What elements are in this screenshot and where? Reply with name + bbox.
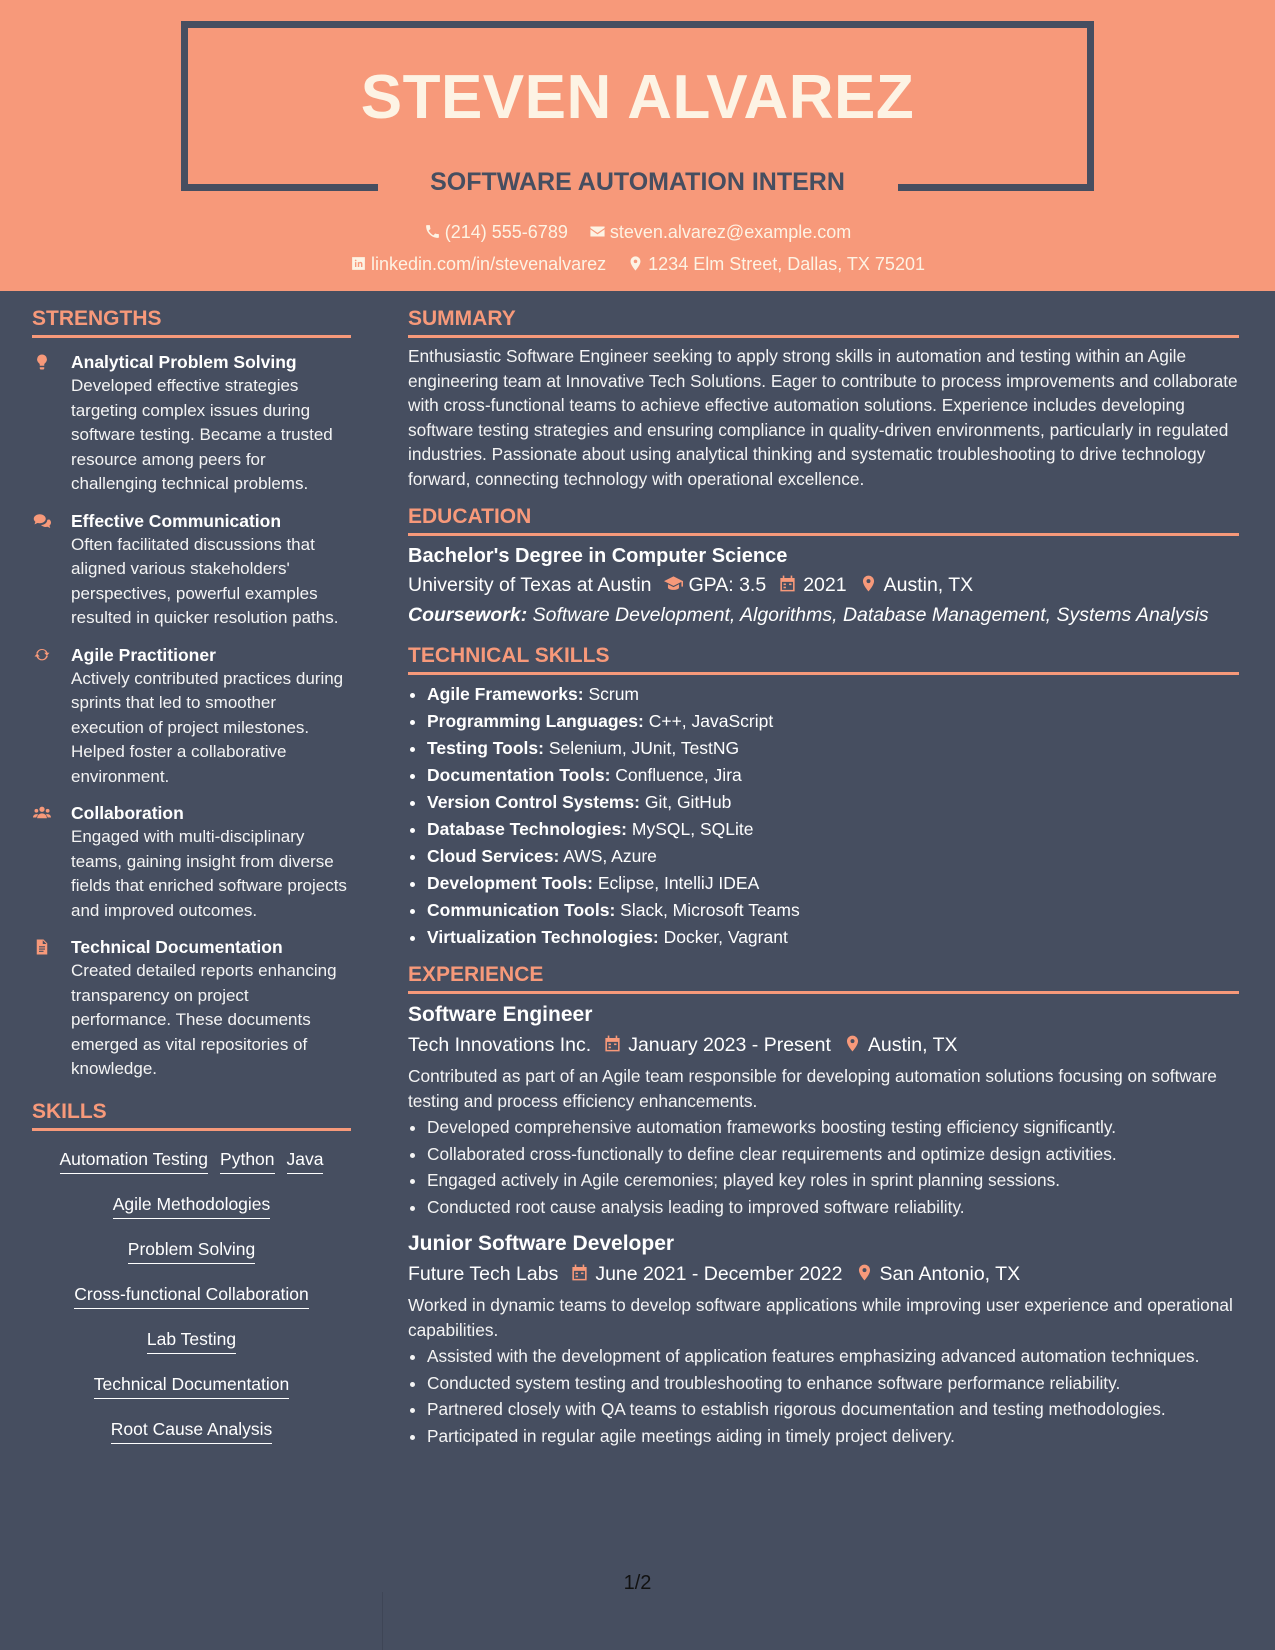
job-location: San Antonio, TX <box>879 1263 1021 1285</box>
company: Tech Innovations Inc. <box>408 1034 592 1056</box>
calendar-icon <box>778 574 797 593</box>
experience-title: EXPERIENCE <box>408 963 1239 994</box>
linkedin-contact[interactable] <box>350 254 606 275</box>
grad-year: 2021 <box>803 574 847 596</box>
calendar-icon <box>570 1263 589 1282</box>
users-icon <box>32 804 52 822</box>
location-pin-icon <box>627 255 644 272</box>
document-icon <box>32 938 52 956</box>
technical-skills-list <box>408 681 1239 951</box>
strength-item <box>32 643 351 790</box>
list-item: • Partnered closely with QA teams to establish rigorous documentation and testing methodologies. <box>427 1397 1239 1422</box>
school: University of Texas at Austin <box>408 574 652 596</box>
list-item: • Virtualization Technologies: Docker, Vagrant <box>427 924 1239 951</box>
list-item: • Documentation Tools: Confluence, Jira <box>427 762 1239 789</box>
linkedin-text: linkedin.com/in/stevenalvarez <box>371 253 607 274</box>
job-dates: January 2023 - Present <box>628 1034 831 1056</box>
list-item: • Agile Frameworks: Scrum <box>427 681 1239 708</box>
strength-title: Agile Practitioner <box>71 644 216 665</box>
contact-row-1 <box>0 221 1275 243</box>
job-meta <box>408 1030 1239 1060</box>
strength-item <box>32 801 351 923</box>
linkedin-icon <box>350 255 367 272</box>
list-item: • Collaborated cross-functionally to define clear requirements and optimize design activities. <box>427 1142 1239 1167</box>
skills-title: SKILLS <box>32 1100 351 1131</box>
list-item: • Developed comprehensive automation frameworks boosting testing efficiency significantly. <box>427 1115 1239 1140</box>
list-item: • Participated in regular agile meetings aiding in timely project delivery. <box>427 1424 1239 1449</box>
list-item: • Conducted system testing and troubleshooting to enhance software performance reliability. <box>427 1371 1239 1396</box>
strength-desc: Created detailed reports enhancing transparency on project performance. These documents emerged as vital repositories of knowledge. <box>71 961 337 1078</box>
list-item: • Engaged actively in Agile ceremonies; played key roles in sprint planning sessions. <box>427 1168 1239 1193</box>
list-item: • Database Technologies: MySQL, SQLite <box>427 816 1239 843</box>
email-contact[interactable] <box>589 222 851 243</box>
contact-row-2 <box>0 253 1275 275</box>
skill-tag: Java <box>287 1147 324 1174</box>
comments-icon <box>32 512 52 530</box>
strength-title: Technical Documentation <box>71 937 283 957</box>
skill-tag: Python <box>220 1147 274 1174</box>
phone-icon <box>424 223 441 240</box>
strength-item <box>32 509 351 631</box>
location-pin-icon <box>855 1263 874 1282</box>
strengths-title: STRENGTHS <box>32 307 351 338</box>
list-item: • Communication Tools: Slack, Microsoft Teams <box>427 897 1239 924</box>
calendar-icon <box>603 1034 622 1053</box>
list-item: • Development Tools: Eclipse, IntelliJ IDEA <box>427 870 1239 897</box>
education-title: EDUCATION <box>408 505 1239 536</box>
email-text: steven.alvarez@example.com <box>609 221 852 242</box>
strength-title: Analytical Problem Solving <box>71 352 297 372</box>
job-meta <box>408 1259 1239 1289</box>
education-meta <box>408 570 1239 600</box>
strength-desc: Developed effective strategies targeting complex issues during software testing. Became a trusted resource among peers for challenging technical problems. <box>71 376 333 493</box>
strength-item <box>32 935 351 1082</box>
list-item: • Cloud Services: AWS, Azure <box>427 843 1239 870</box>
strength-title: Effective Communication <box>71 510 282 531</box>
degree: Bachelor's Degree in Computer Science <box>408 545 788 567</box>
summary-title: SUMMARY <box>408 307 1239 338</box>
job-bullets <box>408 1115 1239 1219</box>
location-pin-icon <box>843 1034 862 1053</box>
list-item: • Testing Tools: Selenium, JUnit, TestNG <box>427 735 1239 762</box>
coursework-text: Software Development, Algorithms, Database Management, Systems Analysis <box>532 604 1209 626</box>
page-number: 1/2 <box>623 1572 652 1594</box>
strength-desc: Actively contributed practices during sprints that led to smoother execution of project milestones. Helped foster a collaborative environment. <box>71 668 344 786</box>
skill-tag: Lab Testing <box>147 1327 236 1354</box>
job-title: SOFTWARE AUTOMATION INTERN <box>430 168 845 196</box>
resume-header <box>0 0 1275 291</box>
job-entry <box>408 1229 1239 1448</box>
sync-icon <box>32 646 52 664</box>
candidate-name: STEVEN ALVAREZ <box>360 63 915 132</box>
company: Future Tech Labs <box>408 1263 559 1285</box>
gpa: GPA: 3.5 <box>688 574 767 596</box>
strength-title: Collaboration <box>71 803 184 823</box>
left-column <box>32 307 351 1462</box>
skill-tag: Agile Methodologies <box>113 1192 271 1219</box>
job-location: Austin, TX <box>867 1034 958 1056</box>
phone-contact[interactable] <box>424 222 568 243</box>
skill-tag: Problem Solving <box>128 1237 255 1264</box>
summary-text: Enthusiastic Software Engineer seeking to apply strong skills in automation and testing within an Agile engineering team at Innovative Tech Solutions. Eager to contribute to process improvements and collaborate with cross-functional teams to achieve effective automation solutions. Experience includes developing software testing strategies and ensuring compliance in quality-driven environments, particularly in regulated industries. Passionate about using analytical thinking and systematic troubleshooting to drive technology forward, connecting technology with operational excellence. <box>408 346 1238 489</box>
coursework <box>408 600 1239 630</box>
job-role: Software Engineer <box>408 1003 593 1026</box>
right-column <box>408 307 1239 1450</box>
job-bullets <box>408 1344 1239 1448</box>
skill-tag: Root Cause Analysis <box>111 1417 272 1444</box>
technical-skills-title: TECHNICAL SKILLS <box>408 644 1239 675</box>
skill-tag: Technical Documentation <box>94 1372 290 1399</box>
edu-location: Austin, TX <box>883 574 974 596</box>
strength-desc: Engaged with multi-disciplinary teams, gaining insight from diverse fields that enriched software projects and improved outcomes. <box>71 827 347 920</box>
strength-desc: Often facilitated discussions that aligned various stakeholders' perspectives, powerful examples resulted in quicker resolution paths. <box>71 534 339 627</box>
job-role: Junior Software Developer <box>408 1232 675 1255</box>
list-item: • Programming Languages: C++, JavaScript <box>427 708 1239 735</box>
skill-tags <box>32 1143 351 1444</box>
job-dates: June 2021 - December 2022 <box>595 1263 843 1285</box>
address-contact <box>627 254 925 275</box>
job-desc: Worked in dynamic teams to develop software applications while improving user experience and operational capabilities. <box>408 1295 1233 1340</box>
list-item: • Conducted root cause analysis leading to improved software reliability. <box>427 1195 1239 1220</box>
envelope-icon <box>589 223 606 240</box>
skill-tag: Cross-functional Collaboration <box>74 1282 308 1309</box>
graduation-cap-icon <box>664 574 683 593</box>
job-desc: Contributed as part of an Agile team responsible for developing automation solutions focusing on software testing and process efficiency enhancements. <box>408 1066 1217 1111</box>
address-text: 1234 Elm Street, Dallas, TX 75201 <box>648 253 925 274</box>
phone-text: (214) 555-6789 <box>444 221 568 242</box>
list-item: • Version Control Systems: Git, GitHub <box>427 789 1239 816</box>
job-entry <box>408 1000 1239 1219</box>
column-divider <box>382 1592 383 1650</box>
coursework-label: Coursework: <box>408 604 528 626</box>
skill-tag: Automation Testing <box>60 1147 209 1174</box>
strength-item <box>32 350 351 497</box>
lightbulb-icon <box>32 353 52 371</box>
location-pin-icon <box>859 574 878 593</box>
list-item: • Assisted with the development of application features emphasizing advanced automation techniques. <box>427 1344 1239 1369</box>
